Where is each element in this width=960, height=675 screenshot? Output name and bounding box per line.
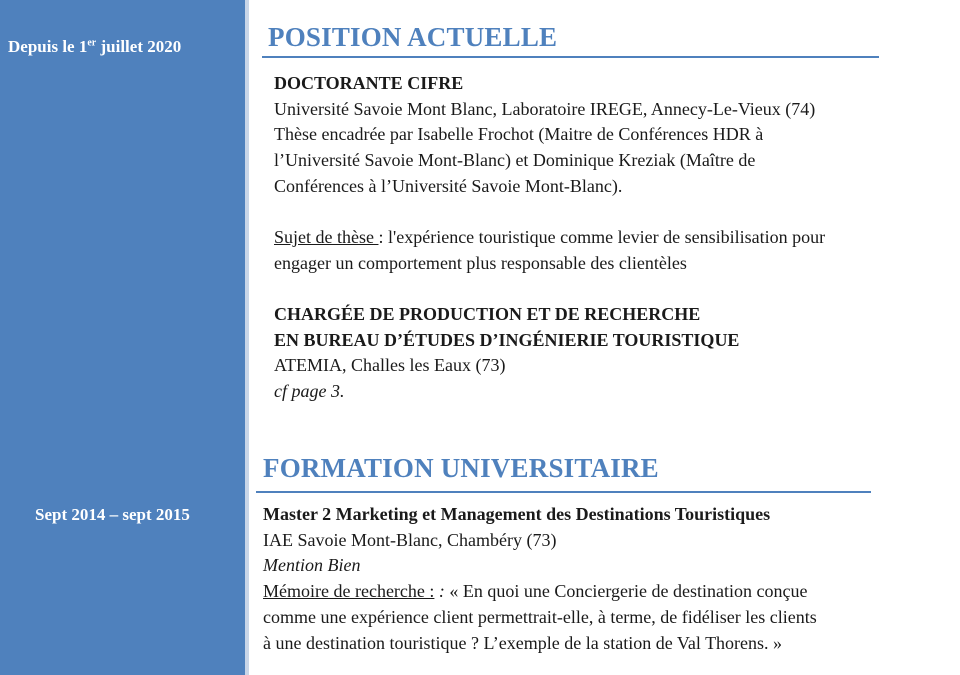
job-title: DOCTORANTE CIFRE [274, 73, 464, 93]
degree-title: Master 2 Marketing et Management des Destinations Touristiques [263, 504, 771, 524]
sidebar-edge [245, 0, 249, 675]
job-line: Université Savoie Mont Blanc, Laboratoire IREGE, Annecy-Le-Vieux (74) [274, 98, 816, 119]
thesis-subject-text: : l'expérience touristique comme levier de sensibilisation pour [378, 227, 826, 248]
date-master: Sept 2014 – sept 2015 [35, 505, 190, 524]
job-line: Conférences à l’Université Savoie Mont-Blanc). [274, 175, 623, 196]
memoire: Mémoire de recherche : : « En quoi une Conciergerie de destination conçue [263, 581, 808, 602]
job-title: CHARGÉE DE PRODUCTION ET DE RECHERCHE [274, 304, 701, 324]
section-rule-position [262, 56, 879, 58]
job-note: cf page 3. [274, 381, 345, 402]
formation-master [263, 502, 817, 656]
memoire-label: Mémoire de recherche : [263, 581, 435, 602]
memoire-text: « En quoi une Conciergerie de destination conçue [449, 581, 808, 602]
date-current-position: Depuis le 1er juillet 2020 [8, 37, 182, 56]
job-atemia [274, 302, 739, 405]
memoire-text-cont: à une destination touristique ? L’exemple de la station de Val Thorens. » [263, 632, 783, 653]
memoire-text-cont: comme une expérience client permettrait-elle, à terme, de fidéliser les clients [263, 606, 817, 627]
job-line: Thèse encadrée par Isabelle Frochot (Maitre de Conférences HDR à [274, 124, 764, 145]
job-title-cont: EN BUREAU D’ÉTUDES D’INGÉNIERIE TOURISTIQUE [274, 329, 740, 350]
section-title-position: POSITION ACTUELLE [268, 22, 558, 52]
job-doctorante [274, 71, 825, 277]
thesis-subject-label: Sujet de thèse [274, 227, 379, 248]
sidebar [0, 0, 245, 675]
section-rule-formation [256, 491, 871, 493]
job-line: l’Université Savoie Mont-Blanc) et Dominique Kreziak (Maître de [274, 150, 756, 171]
thesis-subject-text-cont: engager un comportement plus responsable des clientèles [274, 252, 687, 273]
thesis-subject [274, 225, 825, 251]
section-title-formation: FORMATION UNIVERSITAIRE [263, 453, 659, 483]
job-company: ATEMIA, Challes les Eaux (73) [274, 355, 506, 376]
mention: Mention Bien [263, 555, 361, 576]
school: IAE Savoie Mont-Blanc, Chambéry (73) [263, 529, 557, 550]
